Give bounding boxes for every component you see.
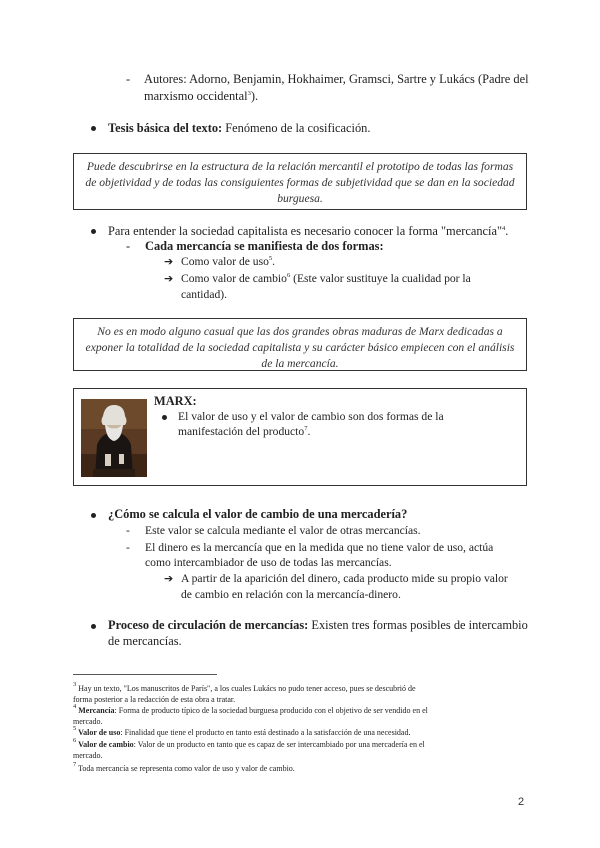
arrow-icon: ➔: [164, 272, 174, 285]
footnote-ref[interactable]: 5: [268, 255, 273, 262]
subheading: Cada mercancía se manifiesta de dos formas:: [145, 239, 384, 253]
autores-tail: ).: [250, 89, 259, 103]
marx-box: [73, 388, 527, 486]
footnote-number: 3: [73, 681, 77, 688]
footnote-4: [73, 703, 533, 717]
uso-text: Como valor de uso: [181, 255, 269, 268]
circulacion-line-2: de mercancías.: [108, 634, 182, 648]
circulacion-label: Proceso de circulación de mercancías:: [108, 618, 309, 632]
autores-text: Autores: Adorno, Benjamin, Hokhaimer, Gramsci, Sartre y Lukács (Padre del marxismo occidental: [144, 72, 529, 103]
cambio-tail: (Este valor sustituye la cualidad por la: [290, 272, 471, 285]
footnote-6: [73, 737, 533, 751]
page-number: 2: [518, 796, 525, 808]
bullet: [91, 513, 96, 518]
footnote-number: 6: [73, 737, 77, 744]
tesis-line: [108, 120, 370, 137]
dash: -: [126, 72, 131, 86]
uso-tail: .: [272, 255, 276, 268]
footnote-3-line-2: forma posterior a la redacción de esta obra a tratar.: [73, 695, 236, 704]
calculo-item-1: Este valor se calcula mediante el valor de otras mercancías.: [145, 524, 421, 537]
uso-line: [181, 253, 275, 270]
footnote-5: [73, 725, 533, 739]
footnote-text: Toda mercancía se representa como valor de uso y valor de cambio.: [76, 764, 295, 773]
footnote-ref[interactable]: 6: [286, 272, 291, 279]
footnote-term: Mercancía: [76, 706, 115, 715]
footnote-ref[interactable]: 3: [247, 90, 251, 97]
arrow-icon: ➔: [164, 255, 174, 268]
quote-box: [73, 318, 527, 371]
circulacion-text: Existen tres formas posibles de intercambio: [308, 618, 528, 632]
calculo-item-2-line-1: El dinero es la mercancía que en la medida que no tiene valor de uso, actúa: [145, 541, 494, 554]
quote-text: Puede descubrirse en la estructura de la relación mercantil el prototipo de todas las formas de objetividad y de todas las consiguientes formas de subjetividad que se dan en la sociedad burguesa.: [85, 160, 515, 205]
footnote-number: 4: [73, 703, 77, 710]
footnote-text: : Valor de un producto en tanto que es capaz de ser intercambiado por una mercadería en el: [133, 740, 425, 749]
footnote-term: Valor de uso: [76, 728, 121, 737]
cambio-text: Como valor de cambio: [181, 272, 287, 285]
arrow-line-2: de cambio en relación con la mercancía-dinero.: [181, 588, 401, 601]
tesis-label: Tesis básica del texto:: [108, 121, 223, 135]
marx-title: MARX:: [154, 394, 197, 408]
calculo-item-2-line-2: como intercambiador de uso de todas las mercancías.: [145, 556, 392, 569]
quote-box: [73, 153, 527, 210]
footnote-6-line-2: mercado.: [73, 751, 103, 760]
footnote-text: : Forma de producto típico de la sociedad burguesa producido con el objetivo de ser vendido en el: [114, 706, 428, 715]
dash: -: [126, 524, 130, 537]
footnote-number: 5: [73, 725, 77, 732]
footnote-text: Hay un texto, "Los manuscritos de París", a los cuales Lukács no pudo tener acceso, pues se descubrió de: [76, 684, 416, 693]
dash: -: [126, 541, 130, 554]
marx-portrait: [81, 399, 147, 477]
footnote-number: 7: [73, 761, 77, 768]
autores-line: [144, 71, 529, 105]
tesis-text: Fenómeno de la cosificación.: [222, 121, 371, 135]
question-heading: ¿Cómo se calcula el valor de cambio de una mercadería?: [108, 507, 408, 521]
marx-line-1: El valor de uso y el valor de cambio son dos formas de la: [178, 410, 444, 423]
cambio-line-2: cantidad).: [181, 288, 228, 301]
marx-line-2: [178, 423, 310, 440]
arrow-icon: ➔: [164, 572, 174, 585]
marx-text: manifestación del producto: [178, 425, 305, 438]
arrow-line-1: A partir de la aparición del dinero, cada producto mide su propio valor: [181, 572, 508, 585]
bullet: [91, 624, 96, 629]
footnote-separator: [73, 674, 217, 675]
footnote-text: : Finalidad que tiene el producto en tanto está destinado a la satisfacción de una necesidad.: [120, 728, 411, 737]
footnote-ref[interactable]: 4: [502, 225, 506, 232]
footnote-ref[interactable]: 7: [304, 425, 308, 432]
marx-tail: .: [307, 425, 311, 438]
footnote-term: Valor de cambio: [76, 740, 134, 749]
footnote-3: [73, 681, 533, 695]
bullet: [91, 126, 96, 131]
circulacion-line-1: [108, 617, 528, 634]
sociedad-text: Para entender la sociedad capitalista es necesario conocer la forma "mercancía": [108, 224, 503, 238]
footnote-4-line-2: mercado.: [73, 717, 103, 726]
dash: -: [126, 239, 131, 253]
bullet: [91, 229, 96, 234]
bullet: [162, 415, 167, 420]
portrait-image: [81, 399, 147, 477]
quote-text: No es en modo alguno casual que las dos grandes obras maduras de Marx dedicadas a exponer la totalidad de la sociedad capitalista y su carácter básico empiecen con el análisis de la mercancía.: [85, 325, 515, 370]
footnote-7: [73, 761, 533, 775]
sociedad-tail: .: [505, 224, 509, 238]
cambio-line: [181, 270, 527, 287]
